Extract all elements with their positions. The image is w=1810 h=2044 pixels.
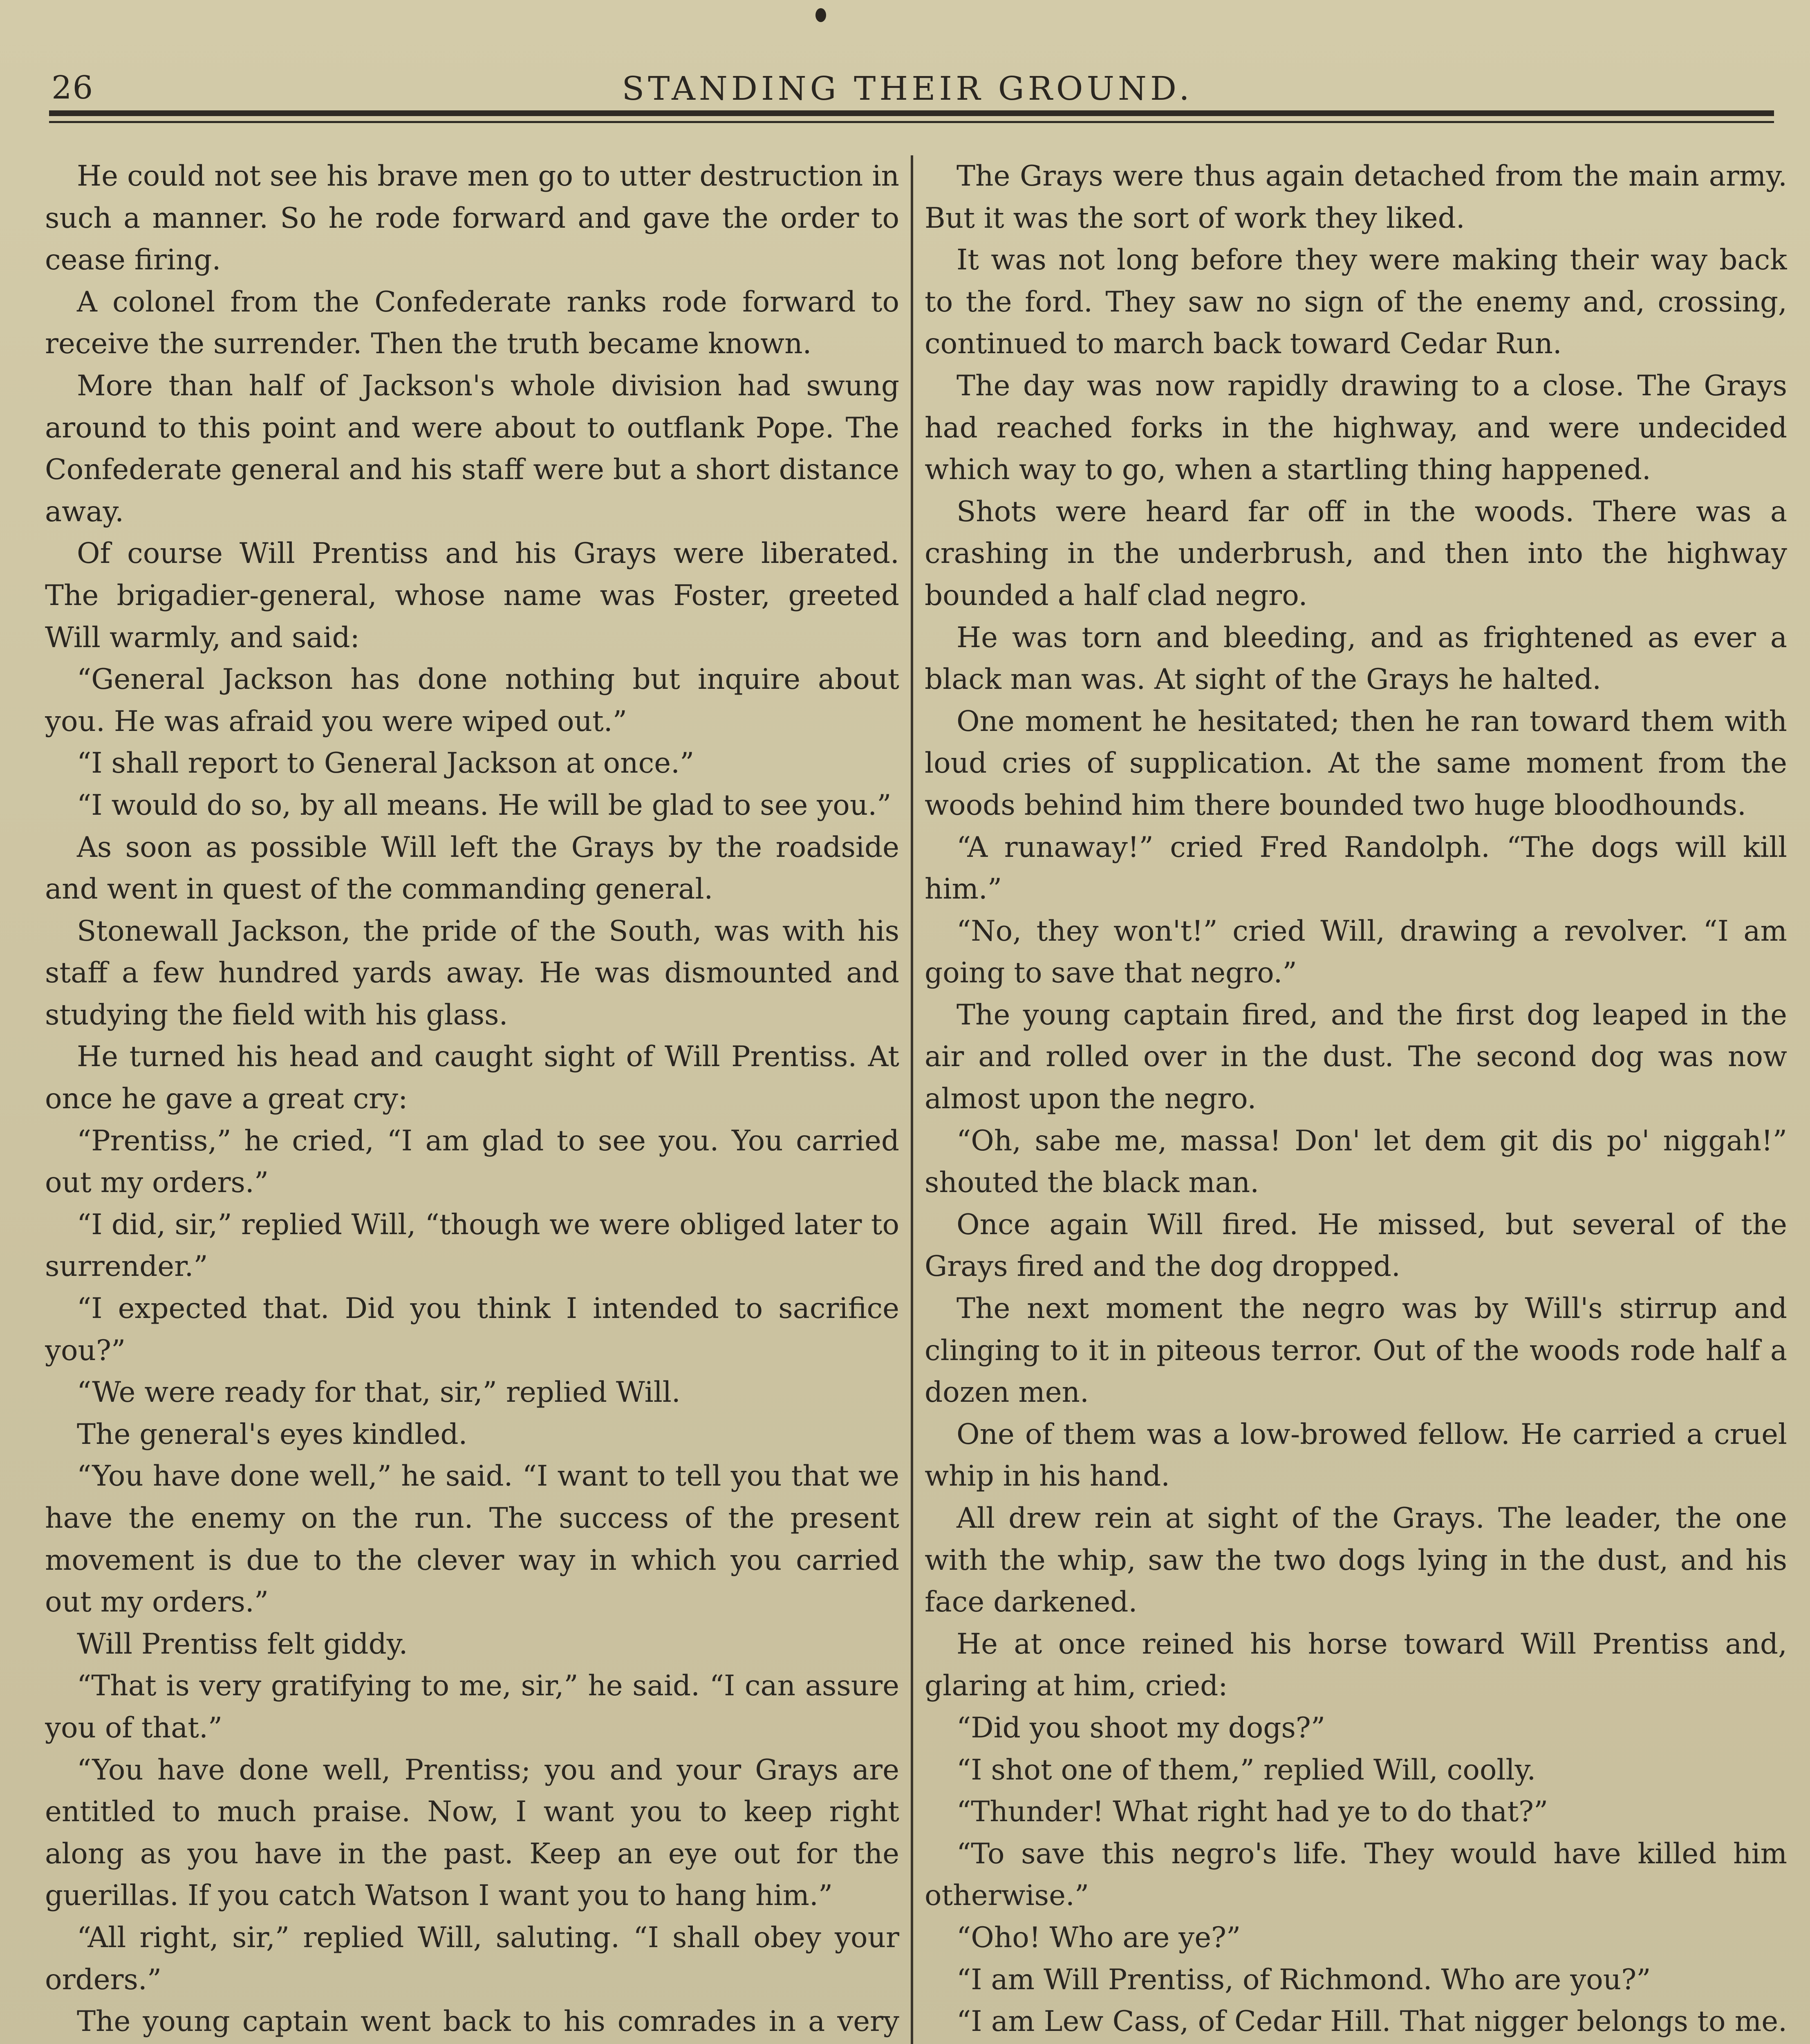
paragraph: The young captain fired, and the first dog leaped in the air and rolled over in the dust. The second dog was now almost upon the negro. [925,998,1787,1116]
ink-spot [815,8,826,22]
paragraph: “You have done well, Prentiss; you and your Grays are entitled to much praise. Now, I want you to keep right along as you have in the past. Keep an eye out for the guerillas. If you catch Watson I want you to hang him.” [45,1753,899,1912]
paragraph: Of course Will Prentiss and his Grays were liberated. The brigadier-general, whose name was Foster, greeted Will warmly, and said: [45,537,899,654]
paragraph: “Oho! Who are ye?” [957,1921,1241,1954]
paragraph: “General Jackson has done nothing but inquire about you. He was afraid you were wiped out.” [45,663,899,738]
paragraph: Will Prentiss felt giddy. [77,1627,408,1661]
paragraph: As soon as possible Will left the Grays by the roadside and went in quest of the commanding general. [45,831,899,906]
paragraph: “To save this negro's life. They would have killed him otherwise.” [925,1837,1787,1912]
paragraph: “I shot one of them,” replied Will, coolly. [957,1753,1536,1786]
paragraph: “We were ready for that, sir,” replied Will. [77,1376,681,1409]
paragraph: Once again Will fired. He missed, but several of the Grays fired and the dog dropped. [925,1208,1787,1283]
paragraph: It was not long before they were making their way back to the ford. They saw no sign of the enemy and, crossing, continued to march back toward Cedar Run. [925,244,1787,361]
paragraph: “All right, sir,” replied Will, saluting. “I shall obey your orders.” [45,1921,899,1996]
paragraph: He at once reined his horse toward Will Prentiss and, glaring at him, cried: [925,1627,1787,1703]
left-text-column [45,155,899,2044]
paragraph: “I shall report to General Jackson at once.” [77,747,694,780]
header-rule-thick [49,110,1774,116]
paragraph: “I would do so, by all means. He will be glad to see you.” [77,789,892,822]
paragraph: “Prentiss,” he cried, “I am glad to see you. You carried out my orders.” [45,1124,899,1199]
paragraph: “I am Will Prentiss, of Richmond. Who are you?” [957,1963,1651,1996]
paragraph: The Grays were thus again detached from the main army. But it was the sort of work they liked. [925,160,1787,235]
paragraph: The next moment the negro was by Will's stirrup and clinging to it in piteous terror. Out of the woods rode half a dozen men. [925,1292,1787,1409]
paragraph: A colonel from the Confederate ranks rode forward to receive the surrender. Then the truth became known. [45,285,899,361]
paragraph: More than half of Jackson's whole division had swung around to this point and were about to outflank Pope. The Confederate general and his staff were but a short distance away. [45,369,899,528]
paragraph: “Thunder! What right had ye to do that?” [957,1795,1548,1829]
paragraph: The young captain went back to his comrades in a very [77,2005,899,2038]
paragraph: “Did you shoot my dogs?” [957,1711,1326,1744]
page-number: 26 [52,69,94,106]
paragraph: Shots were heard far off in the woods. There was a crashing in the underbrush, and then into the highway bounded a half clad negro. [925,495,1787,612]
paragraph: “I expected that. Did you think I intended to sacrifice you?” [45,1292,899,1367]
paragraph: One moment he hesitated; then he ran toward them with loud cries of supplication. At the same moment from the woods behind him there bounded two huge bloodhounds. [925,705,1787,822]
paragraph: Stonewall Jackson, the pride of the South, was with his staff a few hundred yards away. He was dismounted and studying the field with his glass. [45,914,899,1031]
paragraph: “I am Lew Cass, of Cedar Hill. That nigger belongs to me. [957,2005,1787,2038]
paragraph: One of them was a low-browed fellow. He carried a cruel whip in his hand. [925,1418,1787,1493]
paragraph: He turned his head and caught sight of Will Prentiss. At once he gave a great cry: [45,1040,899,1116]
paragraph: He was torn and bleeding, and as frightened as ever a black man was. At sight of the Grays he halted. [925,621,1787,696]
paragraph: “You have done well,” he said. “I want to tell you that we have the enemy on the run. The success of the present movement is due to the clever way in which you carried out my orders.” [45,1460,899,1619]
paragraph: He could not see his brave men go to utter destruction in such a manner. So he rode forward and gave the order to cease firing. [45,160,899,277]
paragraph: The day was now rapidly drawing to a close. The Grays had reached forks in the highway, and were undecided which way to go, when a startling thing happened. [925,369,1787,486]
paragraph: All drew rein at sight of the Grays. The leader, the one with the whip, saw the two dogs lying in the dust, and his face darkened. [925,1502,1787,1619]
paragraph: “Oh, sabe me, massa! Don' let dem git dis po' niggah!” shouted the black man. [925,1124,1787,1199]
page-header [49,61,1766,106]
header-rule-thin [49,121,1774,123]
column-divider [911,155,913,2044]
right-text-column [925,155,1787,2044]
paragraph: “I did, sir,” replied Will, “though we were obliged later to surrender.” [45,1208,899,1283]
paragraph: “A runaway!” cried Fred Randolph. “The dogs will kill him.” [925,831,1787,906]
paragraph: “No, they won't!” cried Will, drawing a revolver. “I am going to save that negro.” [925,914,1787,990]
paragraph: The general's eyes kindled. [77,1418,468,1451]
paragraph: “That is very gratifying to me, sir,” he said. “I can assure you of that.” [45,1670,899,1744]
running-title: STANDING THEIR GROUND. [622,69,1193,108]
